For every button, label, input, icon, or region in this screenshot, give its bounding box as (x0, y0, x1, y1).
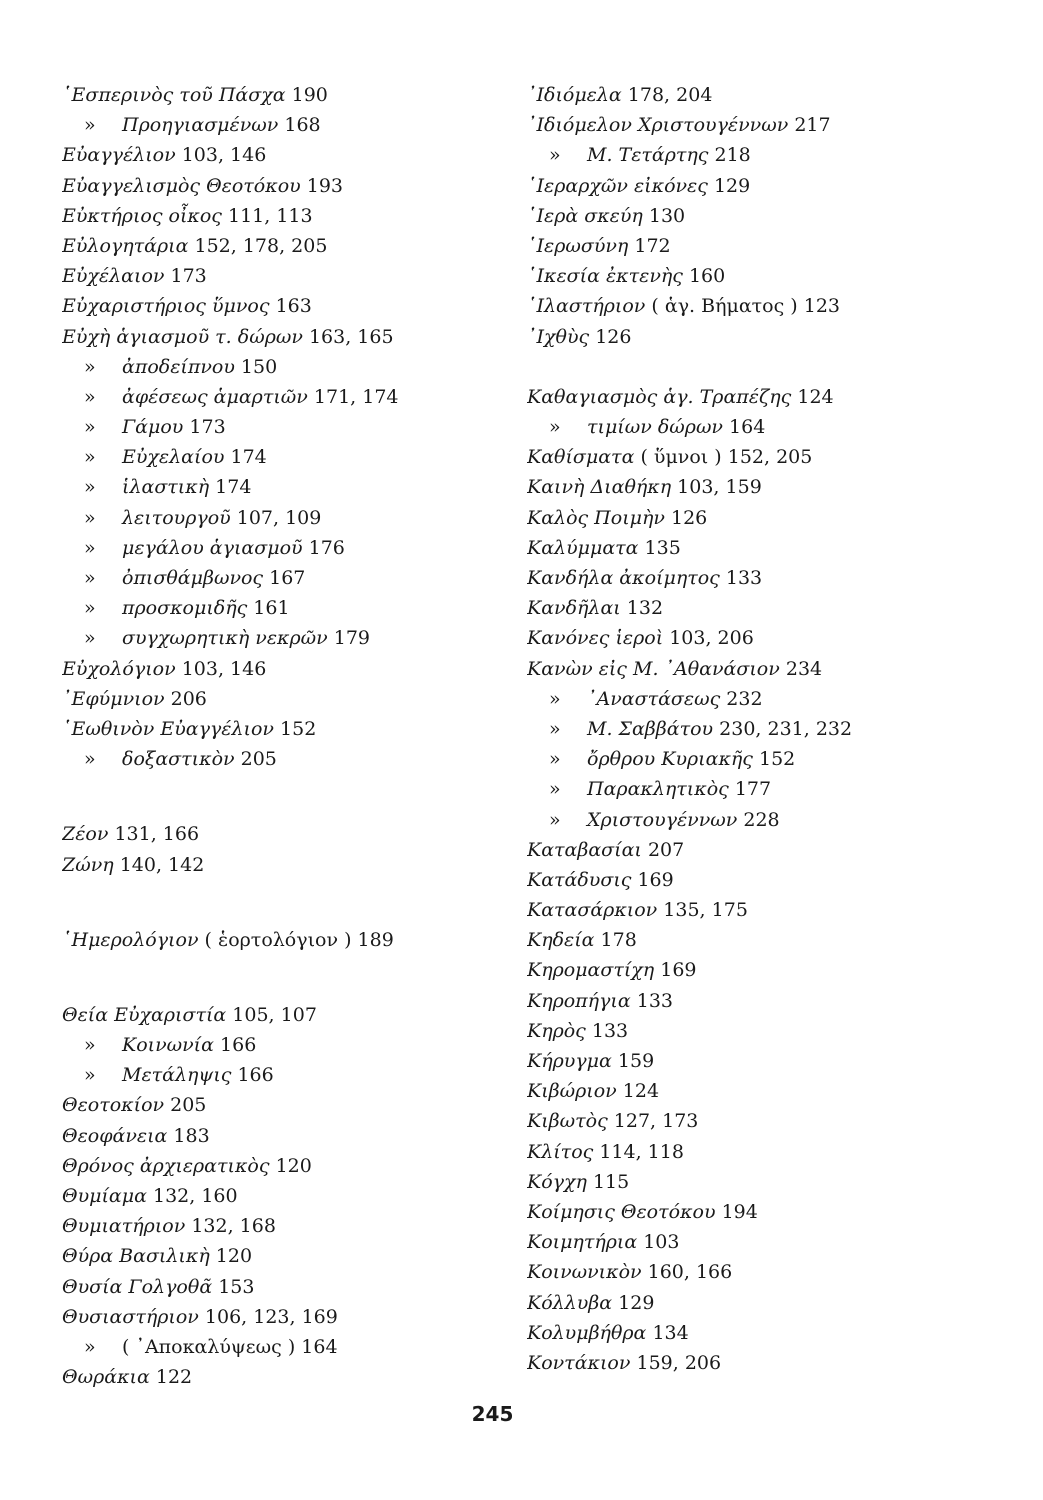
index-entry (527, 774, 967, 804)
index-entry (62, 1332, 502, 1362)
ditto-mark: » (84, 597, 96, 620)
index-page-refs: 103, 159 (677, 476, 762, 499)
index-page-refs: 129 (618, 1291, 655, 1314)
index-entry (527, 1076, 967, 1106)
index-entry (62, 412, 502, 442)
index-page-refs: 129 (713, 174, 751, 197)
index-page-refs: 111, 113 (228, 204, 313, 227)
index-term: προσκομιδῆς (122, 597, 248, 620)
index-term: Κόγχη (527, 1170, 587, 1193)
index-term: Θυμιατήριον (62, 1215, 186, 1238)
index-entry (62, 503, 502, 533)
index-page-refs: 177 (734, 778, 772, 801)
index-page-refs: 103, 146 (181, 144, 267, 167)
index-term: Προηγιασμένων (122, 114, 279, 137)
index-entry (527, 503, 967, 533)
index-term: Κηροπήγια (527, 989, 631, 1012)
index-entry (527, 291, 967, 321)
index-page-refs: 133 (636, 989, 674, 1012)
ditto-mark: » (84, 1335, 96, 1358)
index-page-refs: 124 (797, 385, 834, 408)
index-page-refs: 206 (170, 687, 207, 710)
index-note: ( ᾿Αποκαλύψεως ) (122, 1335, 296, 1358)
ditto-mark: » (84, 567, 96, 589)
index-term: ᾿Ιχθὺς (527, 325, 590, 348)
index-entry (527, 986, 967, 1016)
index-term: Ζέον (62, 823, 109, 846)
index-page-refs: 189 (357, 928, 394, 951)
index-page-refs: 169 (637, 868, 674, 891)
index-page-refs: 234 (785, 657, 823, 680)
index-page-refs: 120 (215, 1245, 253, 1268)
index-entry (62, 1302, 502, 1332)
index-entry (527, 1106, 967, 1136)
index-term: Γάμου (122, 416, 184, 439)
index-entry (527, 472, 967, 502)
index-page-refs: 159, 206 (636, 1351, 722, 1374)
index-page-refs: 132, 160 (152, 1185, 238, 1207)
index-page-refs: 230, 231, 232 (719, 717, 853, 740)
index-page-refs: 166 (237, 1064, 274, 1087)
index-entry (527, 1016, 967, 1046)
index-note: ( ὕμνοι ) (640, 446, 722, 469)
index-entry (62, 533, 502, 563)
ditto-mark: » (549, 778, 561, 801)
index-term: Εὐλογητάρια (62, 234, 189, 257)
index-entry (527, 865, 967, 895)
index-term: ἱλαστικὴ (122, 476, 210, 499)
index-page-refs: 190 (291, 84, 328, 106)
ditto-mark: » (549, 808, 561, 831)
ditto-mark: » (549, 748, 561, 771)
index-page-refs: 217 (794, 114, 831, 137)
index-entry (62, 80, 502, 110)
ditto-mark: » (84, 627, 96, 650)
ditto-mark: » (84, 1034, 96, 1057)
section-gap (62, 880, 502, 925)
index-term: Κανδήλα ἀκοίμητος (527, 567, 720, 589)
index-page-refs: 132 (626, 597, 664, 620)
index-page-refs: 163 (275, 295, 312, 318)
index-entry (62, 231, 502, 261)
index-entry (62, 352, 502, 382)
index-page-refs: 107, 109 (236, 506, 322, 529)
index-column-left (62, 80, 502, 1392)
index-entry (62, 1060, 502, 1090)
index-term: Εὐχὴ ἁγιασμοῦ τ. δώρων (62, 325, 303, 348)
index-entry (527, 925, 967, 955)
index-entry (62, 1090, 502, 1120)
index-term: Κανόνες ἱεροὶ (527, 627, 664, 650)
index-term: Εὐχέλαιον (62, 265, 165, 288)
index-entry (527, 442, 967, 472)
index-page-refs: 103 (643, 1231, 680, 1254)
index-term: Κήρυγμα (527, 1050, 612, 1072)
index-term: Κοιμητήρια (527, 1231, 638, 1254)
index-term: ῾Εωθινὸν Εὐαγγέλιον (62, 717, 274, 740)
index-entry (62, 744, 502, 774)
index-term: ᾿Ιδιόμελον Χριστουγέννων (527, 114, 789, 137)
index-page-refs: 159 (617, 1050, 655, 1072)
index-entry (527, 563, 967, 593)
index-page-refs: 205 (240, 748, 277, 771)
index-entry (62, 654, 502, 684)
index-entry (527, 382, 967, 412)
index-page-refs: 103, 206 (669, 627, 754, 650)
index-entry (62, 110, 502, 140)
index-note: ( ἑορτολόγιον ) (204, 928, 352, 951)
index-entry (527, 1197, 967, 1227)
index-entry (527, 1046, 967, 1076)
index-page-refs: 207 (647, 838, 685, 861)
index-term: Κηρὸς (527, 1019, 586, 1042)
index-term: Χριστουγέννων (587, 808, 738, 831)
section-gap (62, 774, 502, 819)
index-page-refs: 178 (600, 929, 637, 952)
index-entry (527, 895, 967, 925)
index-page-refs: 218 (714, 144, 751, 167)
index-page-refs: 174 (215, 476, 252, 499)
index-page-refs: 176 (308, 536, 345, 559)
index-page-refs: 173 (170, 265, 207, 288)
index-page-refs: 172 (634, 234, 671, 257)
index-entry (62, 1241, 502, 1271)
index-page-refs: 161 (253, 597, 290, 620)
index-term: Κοντάκιον (527, 1351, 631, 1374)
index-page-refs: 135 (644, 536, 681, 559)
index-term: ῾Ημερολόγιον (62, 928, 199, 951)
index-entry (62, 291, 502, 321)
index-entry (527, 533, 967, 563)
index-entry (62, 442, 502, 472)
index-term: ὄρθρου Κυριακῆς (587, 748, 753, 771)
index-term: Κιβώριον (527, 1080, 617, 1103)
ditto-mark: » (84, 536, 96, 559)
index-entry (62, 201, 502, 231)
index-term: Θεοτοκίον (62, 1094, 165, 1117)
index-entry (62, 1151, 502, 1181)
index-term: Κλίτος (527, 1140, 594, 1163)
index-term: ᾿Εφύμνιον (62, 687, 165, 710)
index-term: Κοίμησις Θεοτόκου (527, 1200, 716, 1223)
ditto-mark: » (84, 385, 96, 408)
index-page-refs: 140, 142 (119, 853, 205, 876)
ditto-mark: » (84, 446, 96, 469)
section-gap (527, 352, 967, 382)
index-term: ῾Ιερωσύνη (527, 234, 629, 257)
index-page-refs: 228 (743, 808, 780, 831)
index-entry (62, 593, 502, 623)
index-entry (62, 1362, 502, 1392)
index-term: ῾Εσπερινὸς τοῦ Πάσχα (62, 84, 286, 106)
index-page-refs: 205 (170, 1094, 207, 1117)
index-page-refs: 134 (652, 1321, 689, 1344)
index-term: μεγάλου ἁγιασμοῦ (122, 536, 303, 559)
index-page-refs: 178, 204 (627, 84, 713, 106)
ditto-mark: » (549, 687, 561, 710)
index-page-refs: 183 (173, 1124, 210, 1147)
index-entry (527, 171, 967, 201)
ditto-mark: » (549, 416, 561, 439)
index-entry (62, 563, 502, 593)
index-entry (527, 110, 967, 140)
index-term: ῾Ικεσία ἐκτενὴς (527, 265, 683, 288)
index-term: Κιβωτὸς (527, 1110, 608, 1133)
index-entry (62, 850, 502, 880)
index-page-refs: 171, 174 (313, 385, 399, 408)
index-entry (62, 819, 502, 849)
index-page-refs: 160, 166 (647, 1261, 733, 1284)
index-term: Μ. Τετάρτης (587, 144, 709, 167)
index-page-refs: 123 (803, 295, 841, 318)
index-term: Εὐχαριστήριος ὕμνος (62, 295, 270, 318)
index-column-right (527, 80, 967, 1378)
index-page-refs: 124 (622, 1080, 660, 1103)
index-page-refs: 173 (189, 416, 226, 439)
ditto-mark: » (84, 476, 96, 499)
index-term: Μετάληψις (122, 1064, 232, 1087)
index-entry (62, 382, 502, 412)
page-number: 245 (471, 1402, 514, 1426)
index-entry (62, 140, 502, 170)
index-page-refs: 152 (280, 717, 317, 740)
index-page-refs: 105, 107 (232, 1003, 317, 1026)
index-entry (62, 1272, 502, 1302)
index-term: Εὐαγγελισμὸς Θεοτόκου (62, 174, 301, 197)
index-entry (527, 80, 967, 110)
ditto-mark: » (84, 416, 96, 439)
index-page-refs: 115 (592, 1170, 630, 1193)
index-term: Κανδῆλαι (527, 597, 621, 620)
index-entry (527, 1348, 967, 1378)
index-page-refs: 122 (155, 1366, 193, 1389)
ditto-mark: » (549, 144, 561, 167)
index-entry (62, 472, 502, 502)
index-term: Καινὴ Διαθήκη (527, 476, 672, 499)
index-entry (527, 955, 967, 985)
index-entry (527, 593, 967, 623)
index-term: Κατασάρκιον (527, 899, 658, 922)
index-page-refs: 163, 165 (308, 325, 394, 348)
ditto-mark: » (549, 717, 561, 740)
index-term: Καθίσματα (527, 446, 635, 469)
index-note: ( ἁγ. Βήματος ) (651, 295, 798, 318)
index-entry (62, 261, 502, 291)
index-page-refs: 126 (595, 325, 632, 348)
index-page-refs: 114, 118 (599, 1140, 684, 1163)
index-term: ῾Ιλαστήριον (527, 295, 646, 318)
index-term: ῾Ιεραρχῶν εἰκόνες (527, 174, 708, 197)
index-term: Καταβασίαι (527, 838, 642, 861)
ditto-mark: » (84, 114, 96, 137)
index-term: τιμίων δώρων (587, 416, 723, 439)
index-page-refs: 133 (591, 1019, 629, 1042)
index-page-refs: 166 (220, 1034, 257, 1057)
index-term: λειτουργοῦ (122, 506, 231, 529)
index-entry (527, 623, 967, 653)
index-page-refs: 153 (218, 1275, 255, 1298)
index-page-refs: 127, 173 (613, 1110, 699, 1133)
index-entry (62, 1000, 502, 1030)
index-page-refs: 152, 178, 205 (194, 234, 328, 257)
index-term: ᾿Αναστάσεως (587, 687, 721, 710)
index-entry (527, 1257, 967, 1287)
index-term: Καθαγιασμὸς ἁγ. Τραπέζης (527, 385, 792, 408)
index-page-refs: 164 (301, 1335, 338, 1358)
index-entry (62, 1211, 502, 1241)
index-page-refs: 150 (240, 355, 278, 378)
index-page-refs: 167 (269, 567, 306, 589)
index-term: Κοινωνικὸν (527, 1261, 642, 1284)
index-page-refs: 120 (275, 1154, 312, 1177)
index-entry (527, 140, 967, 170)
index-term: Θυσιαστήριον (62, 1305, 199, 1328)
index-entry (62, 1181, 502, 1211)
index-page-refs: 174 (230, 446, 267, 469)
index-entry (62, 171, 502, 201)
index-entry (62, 684, 502, 714)
index-entry (527, 1167, 967, 1197)
index-term: ᾿Ιδιόμελα (527, 84, 622, 106)
index-page-refs: 193 (306, 174, 344, 197)
index-entry (62, 322, 502, 352)
index-term: Ζώνη (62, 853, 114, 876)
index-entry (527, 322, 967, 352)
index-term: Κόλλυβα (527, 1291, 613, 1314)
index-entry (527, 1227, 967, 1257)
index-term: Εὐκτήριος οἶκος (62, 204, 222, 227)
index-page-refs: 179 (333, 627, 371, 650)
ditto-mark: » (84, 1064, 96, 1087)
index-term: Κηδεία (527, 929, 595, 952)
index-page-refs: 131, 166 (114, 823, 200, 846)
index-term: Εὐχολόγιον (62, 657, 176, 680)
index-entry (527, 684, 967, 714)
index-term: ὀπισθάμβωνος (122, 567, 264, 589)
index-page-refs: 132, 168 (191, 1215, 276, 1238)
index-page-refs: 126 (670, 506, 708, 529)
index-entry (62, 714, 502, 744)
index-page-refs: 194 (721, 1200, 758, 1223)
index-entry (527, 231, 967, 261)
index-page-refs: 160 (688, 265, 726, 288)
ditto-mark: » (84, 748, 96, 771)
index-term: Καλὸς Ποιμὴν (527, 506, 665, 529)
index-page-refs: 164 (729, 416, 766, 439)
index-page-refs: 103, 146 (181, 657, 267, 680)
ditto-mark: » (84, 506, 96, 529)
index-term: δοξαστικὸν (122, 748, 235, 771)
index-term: Θυμίαμα (62, 1185, 147, 1207)
index-entry (527, 201, 967, 231)
index-entry (527, 714, 967, 744)
index-term: Κατάδυσις (527, 868, 632, 891)
index-page-refs: 168 (284, 114, 321, 137)
ditto-mark: » (84, 355, 96, 378)
index-term: Θύρα Βασιλικὴ (62, 1245, 210, 1268)
index-page-refs: 135, 175 (663, 899, 748, 922)
index-entry (527, 1137, 967, 1167)
index-term: Παρακλητικὸς (587, 778, 729, 801)
index-entry (527, 261, 967, 291)
index-term: Κολυμβήθρα (527, 1321, 647, 1344)
index-page-refs: 152 (758, 748, 796, 771)
index-page-refs: 106, 123, 169 (204, 1305, 338, 1328)
index-page-refs: 133 (725, 567, 763, 589)
index-term: Κηρομαστίχη (527, 959, 655, 982)
index-term: Θεοφάνεια (62, 1124, 168, 1147)
index-page-refs: 232 (726, 687, 763, 710)
index-entry (527, 835, 967, 865)
section-gap (62, 955, 502, 1000)
index-term: ῾Ιερὰ σκεύη (527, 204, 643, 227)
index-entry (527, 805, 967, 835)
index-term: συγχωρητικὴ νεκρῶν (122, 627, 328, 650)
index-term: ἀποδείπνου (122, 355, 235, 378)
index-entry (527, 1288, 967, 1318)
index-term: Καλύμματα (527, 536, 639, 559)
index-term: Εὐχελαίου (122, 446, 225, 469)
index-term: Κοινωνία (122, 1034, 214, 1057)
index-entry (527, 1318, 967, 1348)
index-entry (527, 744, 967, 774)
index-term: ἀφέσεως ἁμαρτιῶν (122, 385, 308, 408)
index-page-refs: 152, 205 (727, 446, 813, 469)
index-term: Θεία Εὐχαριστία (62, 1003, 227, 1026)
index-page-refs: 169 (660, 959, 697, 982)
index-entry (62, 1121, 502, 1151)
index-term: Θρόνος ἀρχιερατικὸς (62, 1154, 270, 1177)
index-term: Εὐαγγέλιον (62, 144, 176, 167)
index-term: Κανὼν εἰς Μ. ᾿Αθανάσιον (527, 657, 780, 680)
index-entry (527, 412, 967, 442)
index-entry (62, 925, 502, 955)
index-entry (527, 654, 967, 684)
index-term: Θυσία Γολγοθᾶ (62, 1275, 213, 1298)
index-entry (62, 1030, 502, 1060)
index-entry (62, 623, 502, 653)
index-page-refs: 130 (648, 204, 686, 227)
index-term: Μ. Σαββάτου (587, 717, 714, 740)
index-term: Θωράκια (62, 1366, 150, 1389)
